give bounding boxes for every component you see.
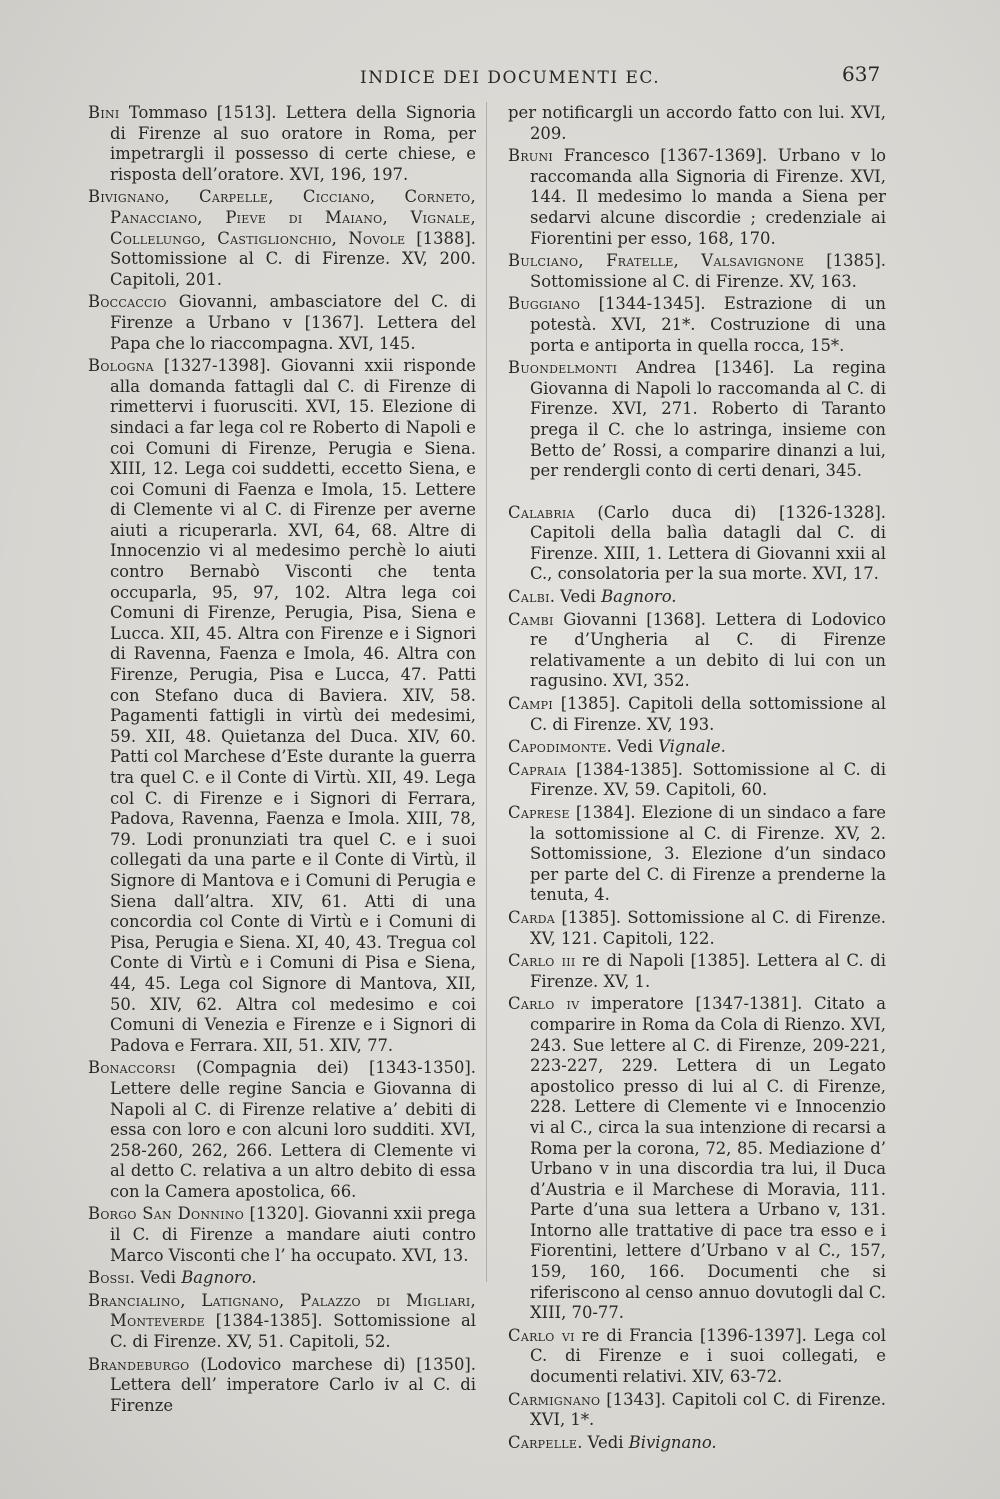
entry-headword: Borgo San Donnino	[88, 1204, 245, 1224]
entry-text: [1327-1398]. Giovanni xxii risponde alla domanda fattagli dal C. di Firenze di rimettervi i fuorusciti. XVI, 15. Elezione di sindaci a far lega col re Roberto di Napoli e coi Comuni di Firenze, Perugia e Siena. XIII, 12. Lega coi suddetti, eccetto Siena, e coi Comuni di Faenza e Imola, 15. Lettere di Clemente vi al C. di Firenze per averne aiuti a ricuperarla. XVI, 64, 68. Altre di Innocenzio vi al medesimo perchè lo aiuti contro Bernabò Visconti che tenta occuparla, 95, 97, 102. Altra lega coi Comuni di Firenze, Perugia, Pisa, Siena e Lucca. XII, 45. Altra con Firenze e i Signori di Ravenna, Faenza e Imola, 46. Altra con Firenze, Perugia, Pisa e Lucca, 47. Patti con Stefano duca di Baviera. XIV, 58. Pagamenti fattigli in virtù dei medesimi, 59. XII, 48. Quietanza del Duca. XIV, 60. Patti col Marchese d’Este durante la guerra tra quel C. e il Conte di Virtù. XII, 49. Lega col C. di Firenze e i Signori di Ferrara, Padova, Ravenna, Faenza e Imola. XIII, 78, 79. Lodi pronunziati tra quel C. e i suoi collegati da una parte e il Conte di Virtù, il Signore di Mantova e i Comuni di Perugia e Siena dall’altra. XIV, 61. Atti di una concordia col Conte di Virtù e i Comuni di Pisa, Perugia e Siena. XI, 40, 43. Tregua col Conte di Virtù e i Comuni di Pisa e Siena, 44, 45. Lega col Signore di Mantova, XII, 50. XIV, 62. Altra col medesimo e coi Comuni di Venezia e Firenze e i Signori di Padova e Ferrara. XII, 51. XIV, 77.	[110, 356, 476, 1055]
entry-text: . Vedi	[129, 1268, 182, 1288]
entry-text: [1344-1345]. Estrazione di un potestà. XVI, 21*. Costruzione di una porta e antiporta in quella rocca, 15*.	[530, 294, 886, 355]
index-entry-continuation	[508, 103, 886, 144]
entry-headword: Bruni	[508, 146, 554, 166]
entry-headword: Bivignano, Carpelle, Cicciano, Corneto, Panacciano, Pieve di Maiano, Vignale, Collelungo, Castiglionchio, Novole	[88, 187, 476, 248]
left-column	[88, 103, 476, 1418]
entry-headword: Cambi	[508, 609, 554, 629]
entry-headword: Carlo iii	[508, 951, 576, 971]
entry-headword: Buondelmonti	[508, 358, 618, 378]
index-entry	[508, 610, 886, 692]
entry-headword: Bologna	[88, 356, 154, 376]
entry-text: Giovanni [1368]. Lettera di Lodovico re d’Ungheria al C. di Firenze relativamente a un debito di lui con un ragusino. XVI, 352.	[530, 609, 886, 691]
index-entry	[508, 294, 886, 356]
entry-headword: Bossi	[88, 1268, 130, 1288]
index-entry	[508, 587, 886, 608]
index-entry	[508, 251, 886, 292]
index-entry	[508, 1326, 886, 1388]
index-entry	[88, 1204, 476, 1266]
index-entry	[508, 737, 886, 758]
entry-text: [1320]. Giovanni xxii prega il C. di Firenze a mandare aiuti contro Marco Visconti che l’ ha occupato. XVI, 13.	[110, 1204, 476, 1265]
entry-headword: Carmignano	[508, 1389, 601, 1409]
entry-text: [1385]. Capitoli della sottomissione al C. di Firenze. XV, 193.	[530, 694, 886, 734]
index-entry	[508, 1390, 886, 1431]
index-entry	[508, 951, 886, 992]
entry-headword: Carlo vi	[508, 1325, 575, 1345]
entry-text: [1384]. Elezione di un sindaco a fare la sottomissione al C. di Firenze. XV, 2. Sottomissione, 3. Elezione d’un sindaco per parte del C. di Firenze a prenderne la tenuta, 4.	[530, 803, 886, 905]
entry-reference: Bivignano.	[628, 1432, 717, 1452]
entry-headword: Carlo iv	[508, 994, 580, 1014]
entry-text: Francesco [1367-1369]. Urbano v lo raccomanda alla Signoria di Firenze. XVI, 144. Il medesimo lo manda a Siena per sedarvi alcune discordie ; credenziale ai Fiorentini per esso, 168, 170.	[530, 146, 886, 248]
entry-text: (Compagnia dei) [1343-1350]. Lettere delle regine Sancia e Giovanna di Napoli al C. di Firenze relative a’ debiti di essa con loro e con alcuni loro sudditi. XVI, 258-260, 262, 266. Lettera di Clemente vi al detto C. relativa a un altro debito di essa con la Camera apostolica, 66.	[110, 1058, 476, 1201]
running-title: INDICE DEI DOCUMENTI EC.	[360, 68, 661, 88]
entry-text: [1388]. Sottomissione al C. di Firenze. XV, 200. Capitoli, 201.	[110, 228, 476, 289]
entry-reference: Bagnoro.	[601, 587, 677, 607]
entry-text: Tommaso [1513]. Lettera della Signoria di Firenze al suo oratore in Roma, per impetrargli il possesso di certe chiese, e risposta dell’oratore. XVI, 196, 197.	[110, 103, 476, 184]
entry-reference: Vignale.	[658, 737, 726, 757]
page-number: 637	[842, 62, 881, 86]
index-entry	[508, 994, 886, 1324]
index-entry	[508, 908, 886, 949]
page-header	[0, 62, 1000, 92]
entry-headword: Calabria	[508, 502, 575, 522]
entry-headword: Bulciano, Fratelle, Valsavignone	[508, 251, 805, 271]
index-entry	[88, 1291, 476, 1353]
entry-text: [1384-1385]. Sottomissione al C. di Firenze. XV, 51. Capitoli, 52.	[110, 1311, 476, 1352]
entry-headword: Capraia	[508, 759, 567, 779]
index-entry	[508, 146, 886, 249]
entry-headword: Capodimonte	[508, 737, 607, 757]
entry-headword: Campi	[508, 694, 553, 714]
entry-headword: Boccaccio	[88, 292, 167, 312]
index-entry	[508, 358, 886, 482]
entry-text: re di Francia [1396-1397]. Lega col C. di Firenze e i suoi collegati, e documenti relativi. XIV, 63-72.	[530, 1325, 886, 1387]
entry-text: [1385]. Sottomissione al C. di Firenze. XV, 163.	[530, 251, 886, 291]
entry-text: Giovanni, ambasciatore del C. di Firenze a Urbano v [1367]. Lettera del Papa che lo riaccompagna. XVI, 145.	[110, 292, 476, 353]
index-entry	[88, 356, 476, 1056]
entry-headword: Brandeburgo	[88, 1354, 190, 1374]
entry-headword: Caprese	[508, 803, 570, 822]
entry-text: imperatore [1347-1381]. Citato a comparire in Roma da Cola di Rienzo. XVI, 243. Sue lettere al C. di Firenze, 209-221, 223-227, 229. Lettera di un Legato apostolico presso di lui al C. di Firenze, 228. Lettere di Clemente vi e Innocenzio vi al C., circa la sua intenzione di recarsi a Roma per la corona, 72, 85. Mediazione d’ Urbano v in una discordia tra lui, il Duca d’Austria e il Marchese di Moravia, 111. Parte d’una sua lettera a Urbano v, 131. Intorno alle trattative di pace tra esso e i Fiorentini, lettere d’Urbano v al C., 157, 159, 160, 166. Documenti che si riferiscono al censo annuo dovutogli dal C. XIII, 70-77.	[530, 994, 886, 1323]
entry-text: [1384-1385]. Sottomissione al C. di Firenze. XV, 59. Capitoli, 60.	[530, 759, 886, 800]
entry-headword: Calbi	[508, 587, 550, 607]
index-entry	[88, 103, 476, 185]
entry-reference: Bagnoro.	[181, 1268, 257, 1288]
entry-text: [1385]. Sottomissione al C. di Firenze. XV, 121. Capitoli, 122.	[530, 907, 886, 948]
entry-text: . Vedi	[577, 1432, 629, 1452]
right-column	[508, 103, 886, 1455]
entry-text: [1343]. Capitoli col C. di Firenze. XVI, 1*.	[530, 1389, 886, 1430]
entry-headword: Carpelle	[508, 1432, 578, 1452]
entry-headword: Brancialino, Latignano, Palazzo di Migliari, Monteverde	[88, 1290, 476, 1331]
index-entry	[88, 1268, 476, 1289]
entry-headword: Bonaccorsi	[88, 1058, 176, 1078]
index-entry	[508, 1433, 886, 1454]
index-entry	[88, 1058, 476, 1202]
column-divider	[486, 102, 487, 1282]
entry-headword: Carda	[508, 907, 556, 927]
entry-text: . Vedi	[606, 737, 659, 757]
index-entry	[508, 760, 886, 801]
index-entry	[508, 694, 886, 735]
entry-headword: Buggiano	[508, 294, 581, 314]
index-entry	[88, 1355, 476, 1417]
entry-text: (Carlo duca di) [1326-1328]. Capitoli della balìa datagli dal C. di Firenze. XIII, 1. Lettera di Giovanni xxii al C., consolatoria per la sua morte. XVI, 17.	[530, 502, 886, 584]
index-entry	[88, 292, 476, 354]
entry-text: (Lodovico marchese di) [1350]. Lettera dell’ imperatore Carlo iv al C. di Firenze	[110, 1354, 476, 1415]
index-entry	[508, 803, 886, 906]
index-entry	[88, 187, 476, 290]
index-entry	[508, 503, 886, 585]
entry-text: . Vedi	[549, 587, 602, 607]
entry-text: re di Napoli [1385]. Lettera al C. di Firenze. XV, 1.	[530, 951, 886, 991]
entry-text: per notificargli un accordo fatto con lui. XVI, 209.	[508, 103, 886, 143]
entry-headword: Bini	[88, 103, 120, 122]
entry-text: Andrea [1346]. La regina Giovanna di Napoli lo raccomanda al C. di Firenze. XVI, 271. Roberto di Taranto prega il C. che lo astringa, insieme con Betto de’ Rossi, a comparire dinanzi a lui, per rendergli conto di certi denari, 345.	[530, 358, 886, 481]
